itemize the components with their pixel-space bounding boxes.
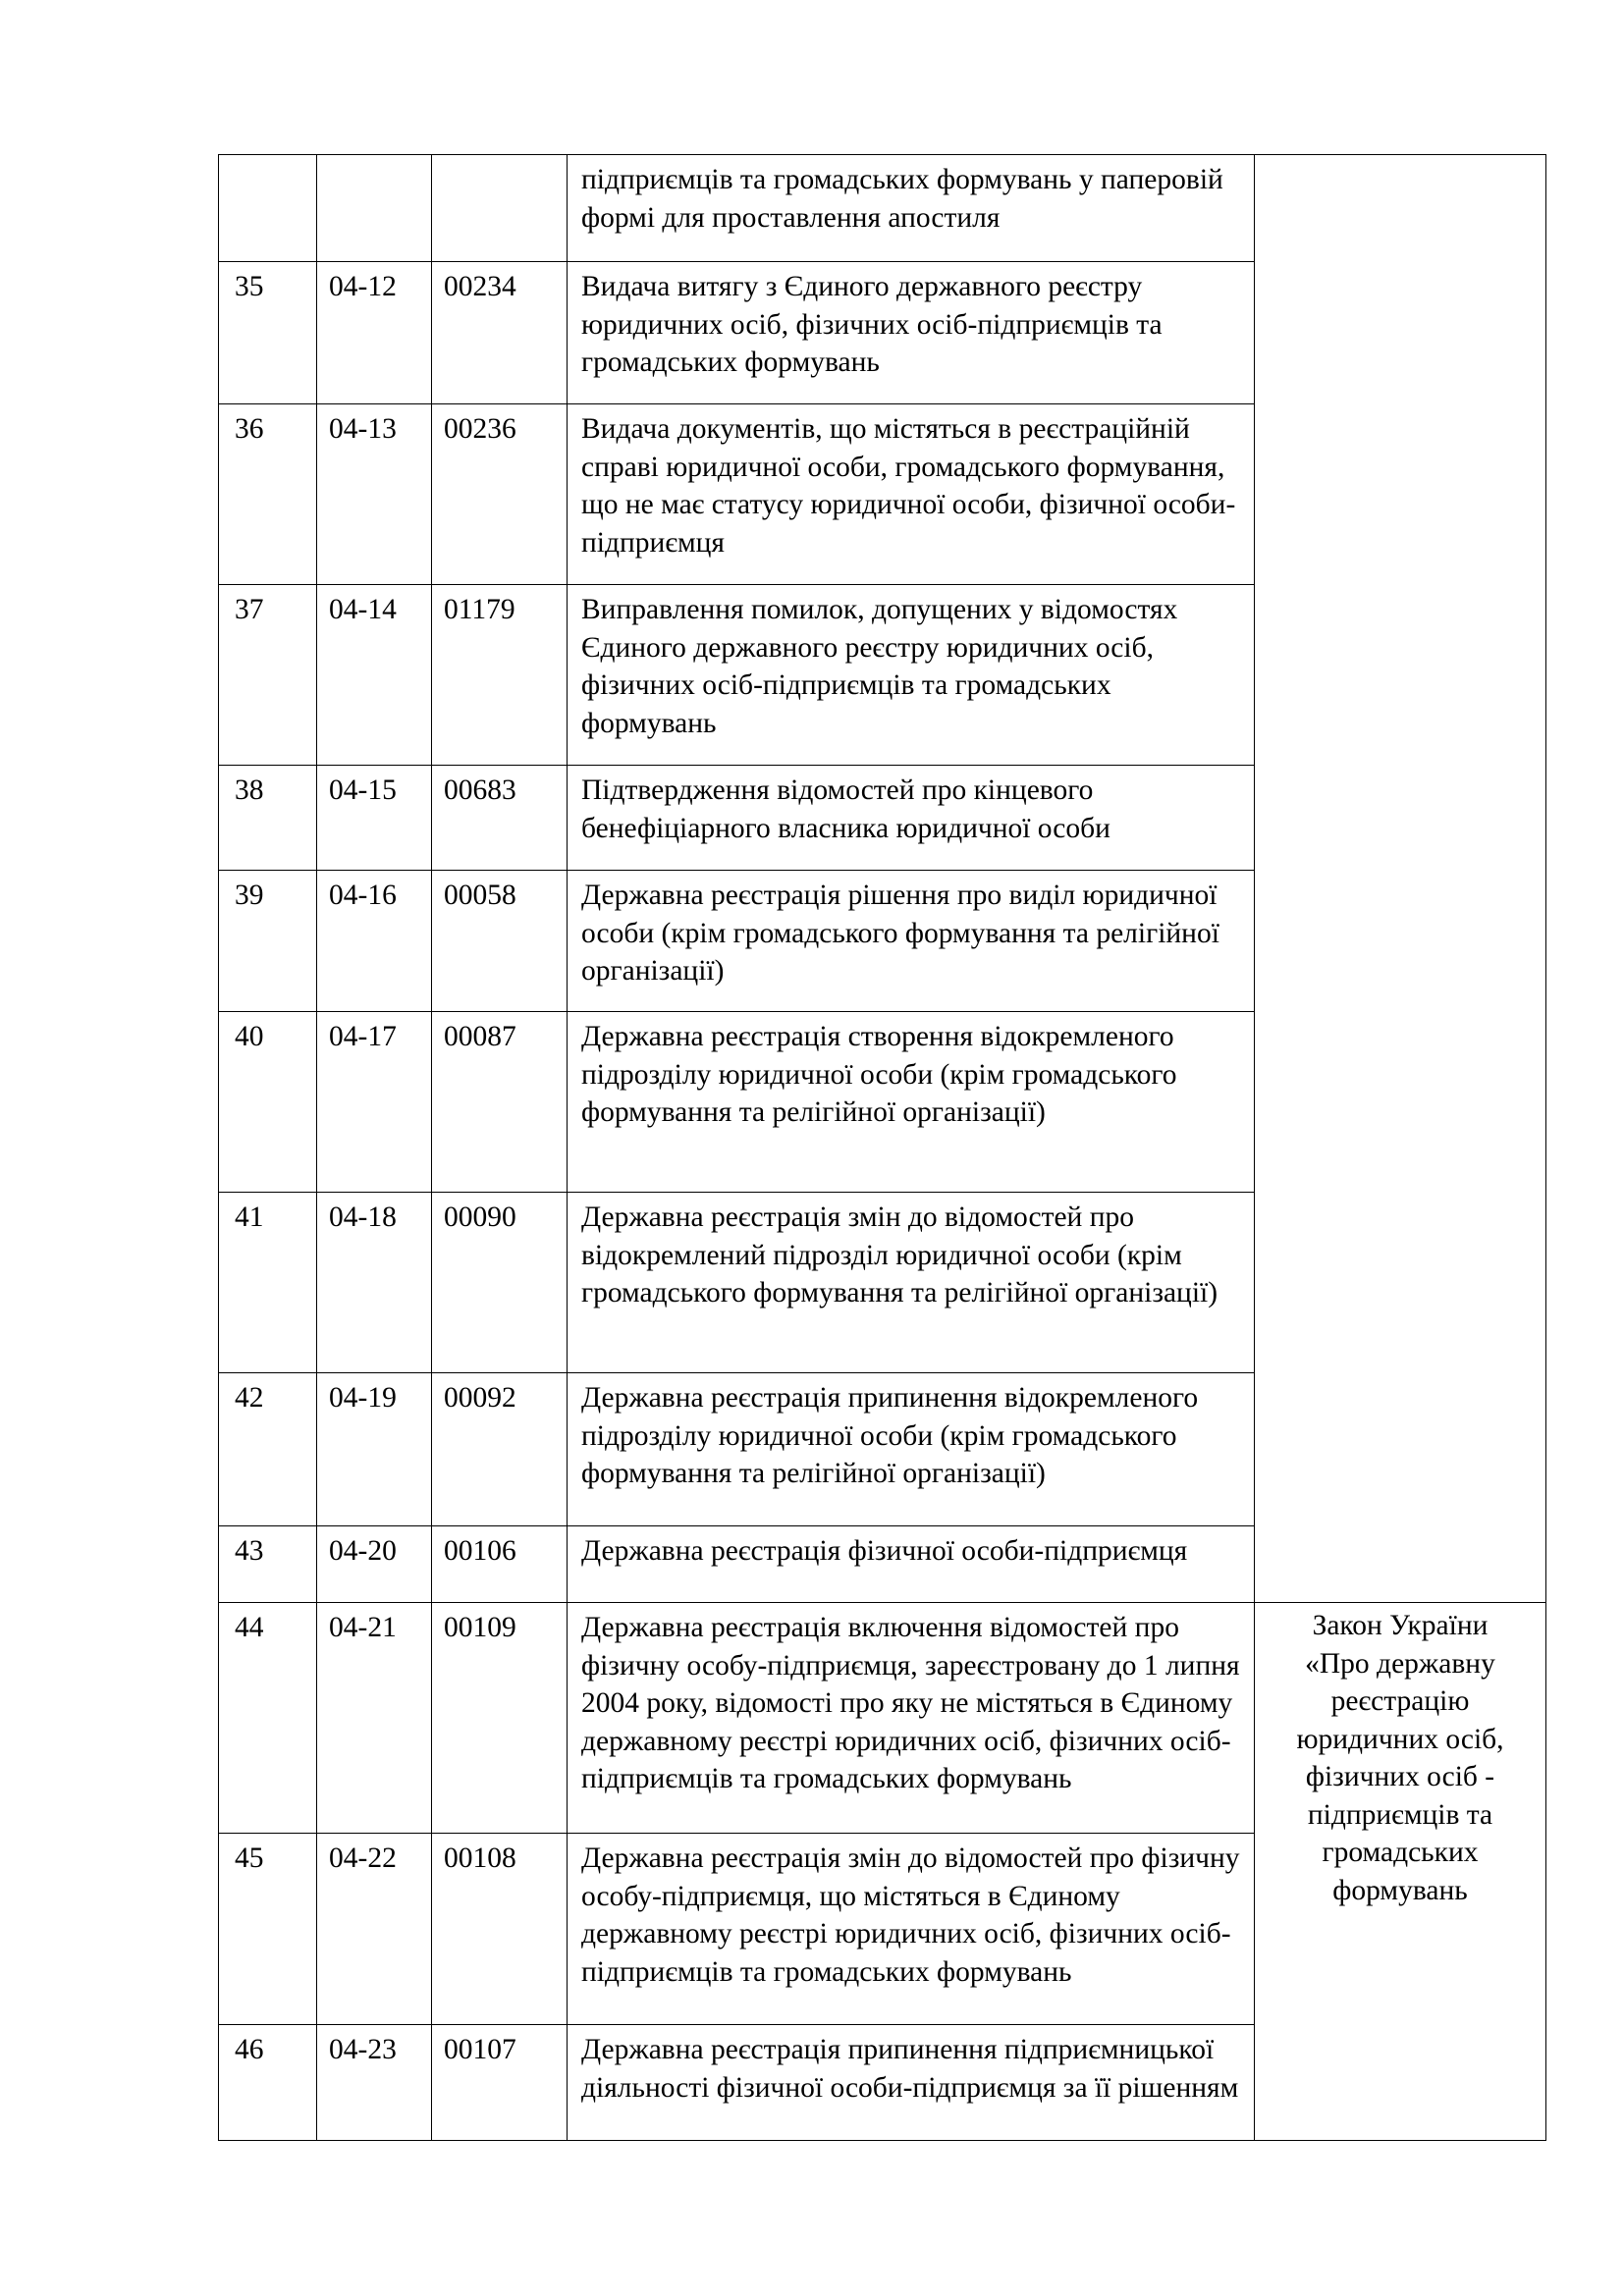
row-number: 37 [219,585,317,766]
row-number: 35 [219,262,317,404]
service-id: 00087 [432,1012,568,1193]
service-description: Державна реєстрація припинення підприємницької діяльності фізичної особи-підприємця за її рішенням [568,2025,1255,2141]
service-description: Державна реєстрація створення відокремленого підрозділу юридичної особи (крім громадського формування та релігійної організації) [568,1012,1255,1193]
service-id: 00107 [432,2025,568,2141]
service-code: 04-23 [317,2025,432,2141]
service-code: 04-12 [317,262,432,404]
row-number: 46 [219,2025,317,2141]
service-id [432,155,568,262]
service-description: Державна реєстрація рішення про виділ юридичної особи (крім громадського формування та релігійної організації) [568,871,1255,1012]
row-number: 43 [219,1526,317,1603]
service-code: 04-18 [317,1193,432,1373]
empty-law-cell [1255,155,1546,1603]
services-table [218,154,1546,2141]
row-number: 40 [219,1012,317,1193]
service-id: 00090 [432,1193,568,1373]
service-code: 04-20 [317,1526,432,1603]
table-row [219,1603,1546,1834]
row-number: 39 [219,871,317,1012]
service-description: Державна реєстрація фізичної особи-підприємця [568,1526,1255,1603]
service-code: 04-16 [317,871,432,1012]
service-description: підприємців та громадських формувань у паперовій формі для проставлення апостиля [568,155,1255,262]
row-number: 45 [219,1834,317,2025]
row-number [219,155,317,262]
service-id: 00234 [432,262,568,404]
service-description: Виправлення помилок, допущених у відомостях Єдиного державного реєстру юридичних осіб, фізичних осіб-підприємців та громадських формувань [568,585,1255,766]
service-description: Видача витягу з Єдиного державного реєстру юридичних осіб, фізичних осіб-підприємців та громадських формувань [568,262,1255,404]
service-description: Державна реєстрація змін до відомостей про відокремлений підрозділ юридичної особи (крім громадського формування та релігійної організації) [568,1193,1255,1373]
row-number: 41 [219,1193,317,1373]
service-code: 04-22 [317,1834,432,2025]
service-id: 00109 [432,1603,568,1834]
table-row [219,155,1546,262]
service-id: 00108 [432,1834,568,2025]
service-code: 04-19 [317,1373,432,1526]
service-description: Підтвердження відомостей про кінцевого бенефіціарного власника юридичної особи [568,766,1255,871]
service-id: 01179 [432,585,568,766]
law-reference-text: Закон України «Про державну реєстрацію юридичних осіб, фізичних осіб - підприємців та громадських формувань [1296,1610,1504,1906]
service-code: 04-14 [317,585,432,766]
row-number: 38 [219,766,317,871]
law-reference [1255,1603,1546,2141]
service-code: 04-13 [317,404,432,585]
service-code: 04-21 [317,1603,432,1834]
service-code [317,155,432,262]
service-description: Державна реєстрація змін до відомостей про фізичну особу-підприємця, що містяться в Єдиному державному реєстрі юридичних осіб, фізичних осіб-підприємців та громадських формувань [568,1834,1255,2025]
service-id: 00058 [432,871,568,1012]
service-id: 00683 [432,766,568,871]
service-id: 00092 [432,1373,568,1526]
service-description: Державна реєстрація припинення відокремленого підрозділу юридичної особи (крім громадського формування та релігійної організації) [568,1373,1255,1526]
row-number: 36 [219,404,317,585]
service-id: 00106 [432,1526,568,1603]
service-description: Видача документів, що містяться в реєстраційній справі юридичної особи, громадського формування, що не має статусу юридичної особи, фізичної особи-підприємця [568,404,1255,585]
service-description: Державна реєстрація включення відомостей про фізичну особу-підприємця, зареєстровану до 1 липня 2004 року, відомості про яку не містяться в Єдиному державному реєстрі юридичних осіб, фізичних осіб-підприємців та громадських формувань [568,1603,1255,1834]
service-code: 04-17 [317,1012,432,1193]
row-number: 44 [219,1603,317,1834]
row-number: 42 [219,1373,317,1526]
service-code: 04-15 [317,766,432,871]
service-id: 00236 [432,404,568,585]
